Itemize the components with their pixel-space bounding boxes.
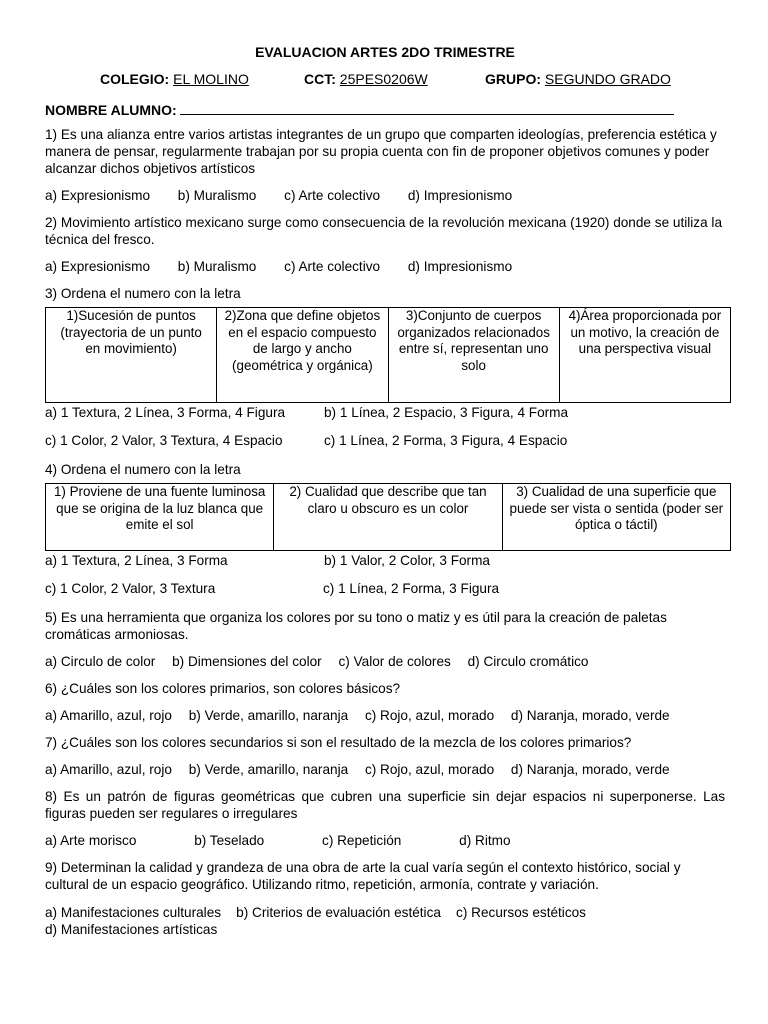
q6-option-d[interactable]: d) Naranja, morado, verde xyxy=(510,708,670,723)
q3-option-b[interactable]: b) 1 Línea, 2 Espacio, 3 Figura, 4 Forma xyxy=(324,405,569,420)
student-name-row xyxy=(45,101,725,118)
q5-option-b[interactable]: b) Dimensiones del color xyxy=(172,654,322,669)
question-6-options xyxy=(45,708,725,723)
q7-option-b[interactable]: b) Verde, amarillo, naranja xyxy=(188,762,349,777)
question-5-text: 5) Es una herramienta que organiza los colores por su tono o matiz y es útil para la creación de paletas cromáticas armoniosas. xyxy=(45,610,667,642)
table-row xyxy=(46,484,731,551)
student-name-line[interactable] xyxy=(180,101,674,115)
page-title: EVALUACION ARTES 2DO TRIMESTRE xyxy=(255,44,515,60)
colegio-value: EL MOLINO xyxy=(173,71,249,87)
question-3-table xyxy=(45,307,731,403)
q5-option-a[interactable]: a) Circulo de color xyxy=(45,654,156,669)
q6-option-c[interactable]: c) Rojo, azul, morado xyxy=(364,708,495,723)
q1-option-d[interactable]: d) Impresionismo xyxy=(407,188,513,203)
question-1-text: 1) Es una alianza entre varios artistas integrantes de un grupo que comparten ideologías, preferencia estética y manera de pensar, regularmente trabajan por su propia cuenta con fin de proponer objetivos comunes y poder alcanzar dichos objetivos artísticos xyxy=(45,127,717,176)
question-6-text: 6) ¿Cuáles son los colores primarios, son colores básicos? xyxy=(45,681,401,696)
question-2-text: 2) Movimiento artístico mexicano surge como consecuencia de la revolución mexicana (1920) donde se utiliza la técnica del fresco. xyxy=(45,215,723,247)
question-9-text: 9) Determinan la calidad y grandeza de una obra de arte la cual varía según el contexto histórico, social y cultural de un espacio geográfico. Utilizando ritmo, repetición, armonía, contrate y variación. xyxy=(45,860,681,892)
q1-option-b[interactable]: b) Muralismo xyxy=(177,188,257,203)
q8-option-d[interactable]: d) Ritmo xyxy=(459,833,511,848)
question-8-text: 8) Es un patrón de figuras geométricas que cubren una superficie sin dejar espacios ni superponerse. Las figuras pueden ser regulares o irregulares xyxy=(45,789,725,821)
q7-option-d[interactable]: d) Naranja, morado, verde xyxy=(510,762,670,777)
colegio-field xyxy=(100,71,249,87)
school-info-row xyxy=(45,71,725,89)
q2-option-d[interactable]: d) Impresionismo xyxy=(407,259,513,274)
question-4-options-row-2 xyxy=(45,581,725,598)
question-4-text: 4) Ordena el numero con la letra xyxy=(45,462,241,477)
question-7-text: 7) ¿Cuáles son los colores secundarios si son el resultado de la mezcla de los colores primarios? xyxy=(45,735,632,750)
q3-cell-4: 4)Área proporcionada por un motivo, la creación de una perspectiva visual xyxy=(559,308,730,403)
cct-label: CCT: xyxy=(304,71,336,87)
q9-option-a[interactable]: a) Manifestaciones culturales xyxy=(45,905,222,920)
q3-cell-1: 1)Sucesión de puntos (trayectoria de un punto en movimiento) xyxy=(46,308,217,403)
question-4-table xyxy=(45,483,731,551)
cct-value: 25PES0206W xyxy=(339,71,428,87)
q9-option-d[interactable]: d) Manifestaciones artísticas xyxy=(45,922,218,937)
question-1-options xyxy=(45,188,725,203)
q3-cell-2: 2)Zona que define objetos en el espacio compuesto de largo y ancho (geométrica y orgánica) xyxy=(217,308,388,403)
q9-option-c[interactable]: c) Recursos estéticos xyxy=(456,905,586,920)
q1-option-a[interactable]: a) Expresionismo xyxy=(45,188,151,203)
question-3-options-row-2 xyxy=(45,433,725,450)
q2-option-c[interactable]: c) Arte colectivo xyxy=(284,259,381,274)
q3-option-c2[interactable]: c) 1 Línea, 2 Forma, 3 Figura, 4 Espacio xyxy=(324,433,568,448)
q4-option-c[interactable]: c) 1 Color, 2 Valor, 3 Textura xyxy=(45,581,216,596)
q7-option-a[interactable]: a) Amarillo, azul, rojo xyxy=(45,762,172,777)
exam-page xyxy=(45,44,725,938)
q5-option-d[interactable]: d) Circulo cromático xyxy=(467,654,589,669)
q6-option-a[interactable]: a) Amarillo, azul, rojo xyxy=(45,708,172,723)
q4-cell-1: 1) Proviene de una fuente luminosa que se origina de la luz blanca que emite el sol xyxy=(46,484,274,551)
q4-option-b[interactable]: b) 1 Valor, 2 Color, 3 Forma xyxy=(324,553,490,568)
question-3-text: 3) Ordena el numero con la letra xyxy=(45,286,241,301)
q8-option-c[interactable]: c) Repetición xyxy=(322,833,402,848)
question-4-options-row-1 xyxy=(45,553,725,570)
q3-option-c[interactable]: c) 1 Color, 2 Valor, 3 Textura, 4 Espacio xyxy=(45,433,283,448)
question-9-options xyxy=(45,904,725,938)
student-name-label: NOMBRE ALUMNO: xyxy=(45,102,177,118)
question-8-options xyxy=(45,833,725,848)
cct-field xyxy=(304,71,428,87)
grupo-field xyxy=(485,71,671,87)
q1-option-c[interactable]: c) Arte colectivo xyxy=(284,188,381,203)
grupo-label: GRUPO: xyxy=(485,71,541,87)
q8-option-a[interactable]: a) Arte morisco xyxy=(45,833,137,848)
q5-option-c[interactable]: c) Valor de colores xyxy=(338,654,451,669)
q4-option-c2[interactable]: c) 1 Línea, 2 Forma, 3 Figura xyxy=(323,581,500,596)
q6-option-b[interactable]: b) Verde, amarillo, naranja xyxy=(188,708,349,723)
question-2-options xyxy=(45,259,725,274)
question-3-options-row-1 xyxy=(45,405,725,422)
q3-option-a[interactable]: a) 1 Textura, 2 Línea, 3 Forma, 4 Figura xyxy=(45,405,286,420)
table-row xyxy=(46,308,731,403)
q7-option-c[interactable]: c) Rojo, azul, morado xyxy=(364,762,495,777)
grupo-value: SEGUNDO GRADO xyxy=(544,71,671,87)
q9-option-b[interactable]: b) Criterios de evaluación estética xyxy=(236,905,441,920)
q4-cell-2: 2) Cualidad que describe que tan claro u obscuro es un color xyxy=(274,484,502,551)
q4-option-a[interactable]: a) 1 Textura, 2 Línea, 3 Forma xyxy=(45,553,228,568)
q4-cell-3: 3) Cualidad de una superficie que puede ser vista o sentida (poder ser óptica o táctil) xyxy=(502,484,730,551)
q2-option-b[interactable]: b) Muralismo xyxy=(177,259,257,274)
colegio-label: COLEGIO: xyxy=(100,71,170,87)
q8-option-b[interactable]: b) Teselado xyxy=(194,833,265,848)
question-7-options xyxy=(45,762,725,777)
q2-option-a[interactable]: a) Expresionismo xyxy=(45,259,151,274)
question-5-options xyxy=(45,654,725,669)
q3-cell-3: 3)Conjunto de cuerpos organizados relacionados entre sí, representan uno solo xyxy=(388,308,559,403)
